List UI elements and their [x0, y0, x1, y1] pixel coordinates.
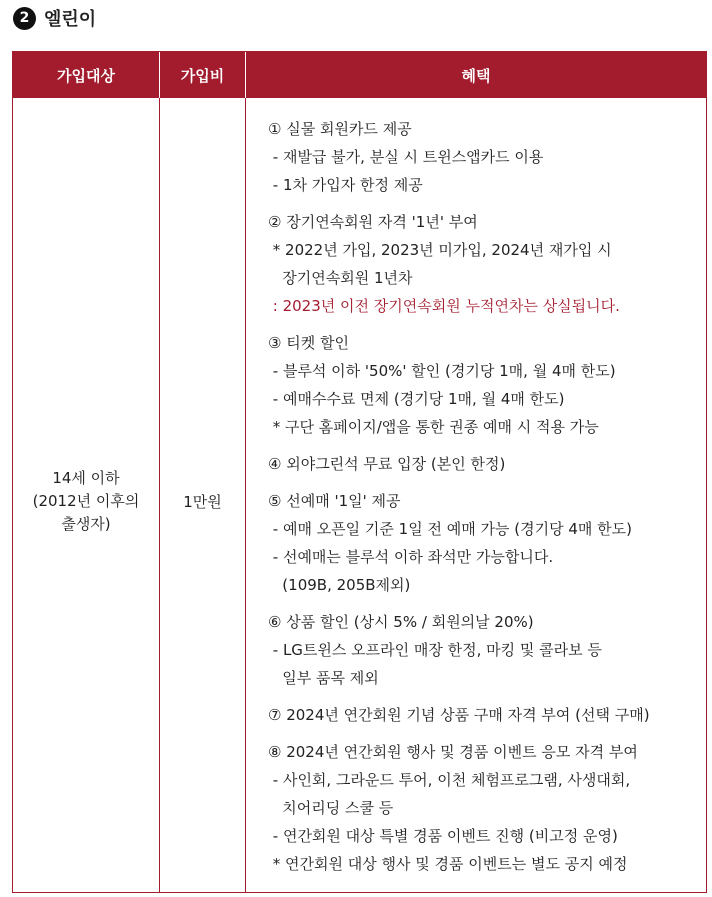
benefit-item	[268, 608, 706, 692]
benefit-detail: - 예매수수료 면제 (경기당 1매, 월 4매 한도)	[268, 390, 565, 408]
benefit-title: ③ 티켓 할인	[268, 334, 349, 352]
benefit-title: ⑥ 상품 할인 (상시 5% / 회원의날 20%)	[268, 613, 534, 631]
benefit-detail: 장기연속회원 1년차	[268, 269, 413, 287]
benefit-title: ⑧ 2024년 연간회원 행사 및 경품 이벤트 응모 자격 부여	[268, 743, 638, 761]
benefit-detail: (109B, 205B제외)	[268, 576, 411, 594]
benefits-list	[268, 115, 706, 878]
benefit-item	[268, 738, 706, 878]
benefit-detail: - 사인회, 그라운드 투어, 이천 체험프로그램, 사생대회,	[268, 771, 631, 789]
benefit-detail: - LG트윈스 오프라인 매장 한정, 마킹 및 콜라보 등	[268, 641, 602, 659]
benefit-detail: 일부 품목 제외	[268, 669, 379, 687]
benefit-item	[268, 208, 706, 320]
benefit-item	[268, 450, 706, 478]
benefit-detail: - 1차 가입자 한정 제공	[268, 176, 423, 194]
benefit-detail: - 블루석 이하 '50%' 할인 (경기당 1매, 월 4매 한도)	[268, 362, 616, 380]
section-number-badge: 2	[13, 7, 36, 30]
fee-text: 1만원	[183, 492, 222, 511]
benefit-title: ⑦ 2024년 연간회원 기념 상품 구매 자격 부여 (선택 구매)	[268, 706, 650, 724]
section-title	[13, 4, 96, 32]
benefit-item	[268, 329, 706, 441]
table-header-row	[13, 52, 706, 98]
benefit-title: ① 실물 회원카드 제공	[268, 120, 412, 138]
benefit-detail: - 선예매는 블루석 이하 좌석만 가능합니다.	[268, 548, 554, 566]
table-row	[13, 98, 706, 892]
benefit-title: ② 장기연속회원 자격 '1년' 부여	[268, 213, 478, 231]
benefit-item	[268, 115, 706, 199]
benefit-detail: * 2022년 가입, 2023년 미가입, 2024년 재가입 시	[268, 241, 612, 259]
membership-table	[12, 51, 707, 893]
benefit-detail: * 연간회원 대상 행사 및 경품 이벤트는 별도 공지 예정	[268, 855, 628, 873]
benefit-note: : 2023년 이전 장기연속회원 누적연차는 상실됩니다.	[268, 297, 620, 315]
benefits-cell	[246, 98, 706, 892]
fee-cell	[160, 98, 246, 892]
benefit-detail: 치어리딩 스쿨 등	[268, 799, 394, 817]
benefit-item	[268, 487, 706, 599]
benefit-detail: - 예매 오픈일 기준 1일 전 예매 가능 (경기당 4매 한도)	[268, 520, 632, 538]
benefit-detail: * 구단 홈페이지/앱을 통한 권종 예매 시 적용 가능	[268, 418, 599, 436]
benefit-title: ⑤ 선예매 '1일' 제공	[268, 492, 401, 510]
benefit-detail: - 재발급 불가, 분실 시 트윈스앱카드 이용	[268, 148, 544, 166]
target-text: 14세 이하 (2012년 이후의 출생자)	[32, 468, 140, 533]
section-title-text: 엘린이	[44, 9, 97, 30]
benefit-item	[268, 701, 706, 729]
target-cell	[13, 98, 160, 892]
header-target: 가입대상	[13, 52, 160, 98]
header-benefits: 혜택	[461, 66, 491, 85]
header-fee: 가입비	[160, 52, 246, 98]
benefit-detail: - 연간회원 대상 특별 경품 이벤트 진행 (비고정 운영)	[268, 827, 618, 845]
benefit-title: ④ 외야그린석 무료 입장 (본인 한정)	[268, 455, 506, 473]
